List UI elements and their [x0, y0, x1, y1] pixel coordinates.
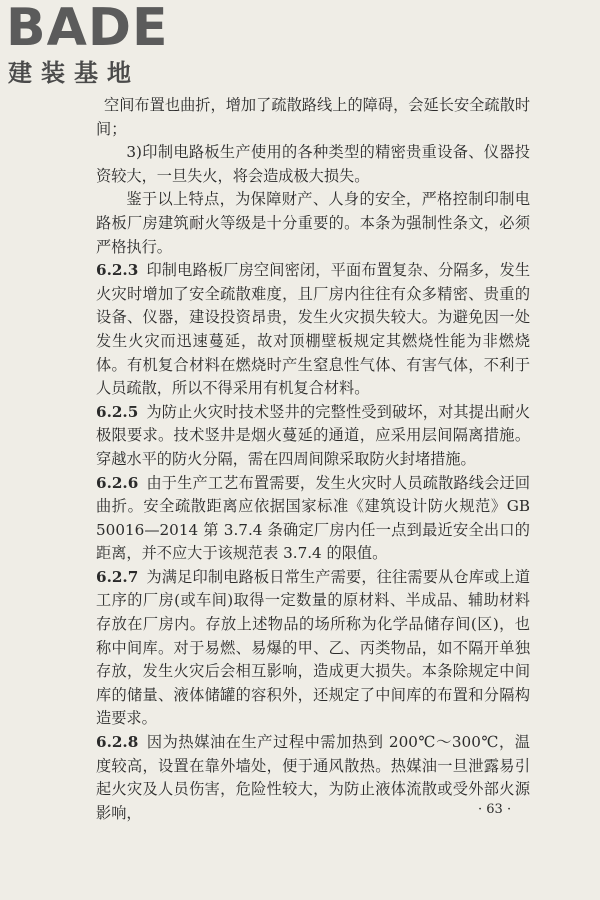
page-number: · 63 · [478, 802, 512, 817]
paragraph [96, 141, 530, 188]
paragraph-text: 鉴于以上特点，为保障财产、人身的安全，严格控制印制电路板厂房建筑耐火等级是十分重要的。本条为强制性条文，必须严格执行。 [96, 190, 530, 256]
clause-number: 6.2.6 [96, 473, 139, 492]
paragraph [96, 472, 530, 566]
paragraph-text: 空间布置也曲折，增加了疏散路线上的障碍，会延长安全疏散时间； [96, 96, 530, 138]
clause-number: 6.2.3 [96, 261, 139, 280]
logo-mark: BADE [6, 0, 169, 58]
clause-number: 6.2.8 [96, 733, 139, 752]
logo-subtitle: 建装基地 [8, 59, 140, 87]
paragraph-text: 3)印制电路板生产使用的各种类型的精密贵重设备、仪器投资较大，一旦失火，将会造成极大损失。 [96, 143, 530, 185]
clause-number: 6.2.7 [96, 567, 139, 586]
paragraph [96, 188, 530, 259]
paragraph-text: 由于生产工艺布置需要，发生火灾时人员疏散路线会迂回曲折。安全疏散距离应依据国家标准《建筑设计防火规范》GB 50016—2014 第 3.7.4 条确定厂房内任一点到最近安全出口的距离，并不应大于该规范表 3.7.4 的限值。 [96, 473, 530, 563]
clause-number: 6.2.5 [96, 402, 139, 421]
publisher-logo [6, 0, 176, 92]
paragraph-text: 因为热媒油在生产过程中需加热到 200℃～300℃，温度较高，设置在靠外墙处，便于通风散热。热媒油一旦泄露易引起火灾及人员伤害，危险性较大，为防止液体流散或受外部火源影响， [96, 733, 530, 822]
paragraph-text: 为满足印制电路板日常生产需要，往往需要从仓库或上道工序的厂房(或车间)取得一定数量的原材料、半成品、辅助材料存放在厂房内。存放上述物品的场所称为化学品储存间(区)，也称中间库。对于易燃、易爆的甲、乙、丙类物品，如不隔开单独存放，发生火灾后会相互影响，造成更大损失。本条除规定中间库的储量、液体储罐的容积外，还规定了中间库的布置和分隔构造要求。 [96, 567, 530, 728]
paragraph [96, 731, 530, 825]
paragraph-text: 印制电路板厂房空间密闭，平面布置复杂、分隔多，发生火灾时增加了安全疏散难度，且厂房内往往有众多精密、贵重的设备、仪器，建设投资昂贵，发生火灾损失较大。为避免因一处发生火灾而迅速蔓延，故对顶棚壁板规定其燃烧性能为非燃烧体。有机复合材料在燃烧时产生窒息性气体、有害气体，不利于人员疏散，所以不得采用有机复合材料。 [96, 261, 530, 398]
paragraph [96, 94, 530, 141]
paragraph [96, 401, 530, 472]
paragraph-text: 为防止火灾时技术竖井的完整性受到破坏，对其提出耐火极限要求。技术竖井是烟火蔓延的通道，应采用层间隔离措施。穿越水平的防火分隔，需在四周间隙采取防火封堵措施。 [96, 402, 530, 468]
page-body [96, 94, 530, 825]
paragraph [96, 259, 530, 401]
paragraph [96, 566, 530, 731]
